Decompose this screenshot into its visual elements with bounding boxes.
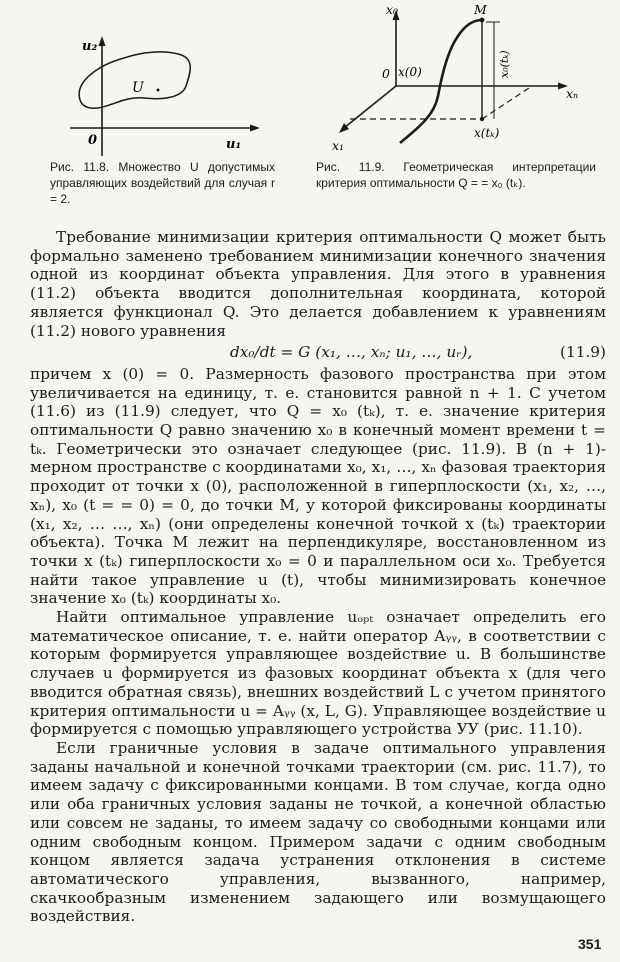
point-m-label: M: [474, 2, 487, 17]
figure-11-8: [62, 28, 272, 163]
page-number: 351: [578, 936, 602, 952]
origin-label-3d: 0: [382, 66, 390, 81]
x-0-label: x(0): [398, 65, 422, 79]
set-u-label: U: [132, 80, 144, 96]
axis-x1-line: [344, 86, 396, 128]
origin-label: 0: [88, 133, 98, 148]
paragraph-4: Если граничные условия в задаче оптимального управления заданы начальной и конечной точками траектории (см. рис. 11.7), то имеем задачу с фиксированными концами. В том случае, когда одно или оба граничных условия заданы не точкой, а конечной областью или совсем не заданы, то имеем задачу со свободными концами или одним свободным концом. Примером задачи с одним свободным концом является задача устранения отклонения в системе автоматического управления, вызванного, например, скачкообразным изменением задающего или возмущающего воздействия.: [30, 738, 606, 926]
x0-tk-label: x₀(tₖ): [498, 50, 511, 78]
paragraph-3: Найти оптимальное управление uₒₚₜ означает определить его математическое описание, т. е. найти оператор Aᵧᵧ, в соответствии с которым формируется управляющее воздействие u. В большинстве случаев u формируется из фазовых координат объекта x (для чего вводится обратная связь), внешних воздействий L с учетом принятого критерия оптимальности u = Aᵧᵧ (x, L, G). Управляющее воздействие u формируется с помощью управляющего устройства УУ (рис. 11.10).: [30, 608, 606, 739]
point-x-tk-dot: [480, 117, 484, 121]
projection-line-diagonal: [482, 86, 532, 119]
figure-11-9: [322, 0, 612, 160]
set-u-point: [157, 89, 160, 92]
paragraph-2: причем x (0) = 0. Размерность фазового пространства при этом увеличивается на единицу, т. е. становится равной n + 1. С учетом (11.6) из (11.9) следует, что Q = x₀ (tₖ), т. е. значение критерия оптимальности Q равно значению x₀ в конечный момент времени t = tₖ. Геометрически это означает следующее (рис. 11.9). В (n + 1)-мерном пространстве с координатами x₀, x₁, …, xₙ фазовая траектория проходит от точки x (0), расположенной в гиперплоскости (x₁, x₂, …, xₙ), x₀ (t = = 0) = 0, до точки M, у которой фиксированы координаты (x₁, x₂, … …, xₙ) (они определены конечной точкой x (tₖ) траектории объекта). Точка M лежит на перпендикуляре, восстановленном из точки x (tₖ) гиперплоскости x₀ = 0 и параллельном оси x₀. Требуется найти такое управление u (t), чтобы минимизировать конечное значение x₀ (tₖ) координаты x₀.: [30, 364, 606, 608]
axis-u1-label: u₁: [226, 137, 242, 152]
equation-text: dx₀/dt = G (x₁, …, xₙ; u₁, …, uᵣ),: [230, 343, 473, 362]
equation-number: (11.9): [560, 343, 606, 362]
main-text: [30, 228, 606, 926]
axis-x1-label: x₁: [332, 138, 345, 153]
axis-u2-arrow: [99, 36, 106, 46]
axis-x0-label: x₀: [386, 2, 399, 17]
equation-11-9: [30, 343, 606, 362]
axis-u1-arrow: [250, 125, 260, 132]
axis-xn-label: xₙ: [566, 86, 579, 101]
caption-fig-11-8: Рис. 11.8. Множество U допустимых управляющих воздействий для случая r = 2.: [50, 160, 275, 206]
point-m-dot: [480, 18, 485, 23]
caption-fig-11-9: Рис. 11.9. Геометрическая интерпретации критерия оптимальности Q = = x₀ (tₖ).: [316, 160, 596, 190]
figures-area: [0, 0, 620, 215]
phase-trajectory: [400, 20, 482, 143]
x-tk-label: x(tₖ): [474, 126, 500, 140]
axis-u2-label: u₂: [82, 39, 98, 54]
paragraph-1: Требование минимизации критерия оптимальности Q может быть формально заменено требованием минимизации конечного значения одной из координат объекта управления. Для этого в уравнения (11.2) объекта вводится дополнительная координата, которой является функционал Q. Это делается добавлением к уравнениям (11.2) нового уравнения: [30, 228, 606, 340]
